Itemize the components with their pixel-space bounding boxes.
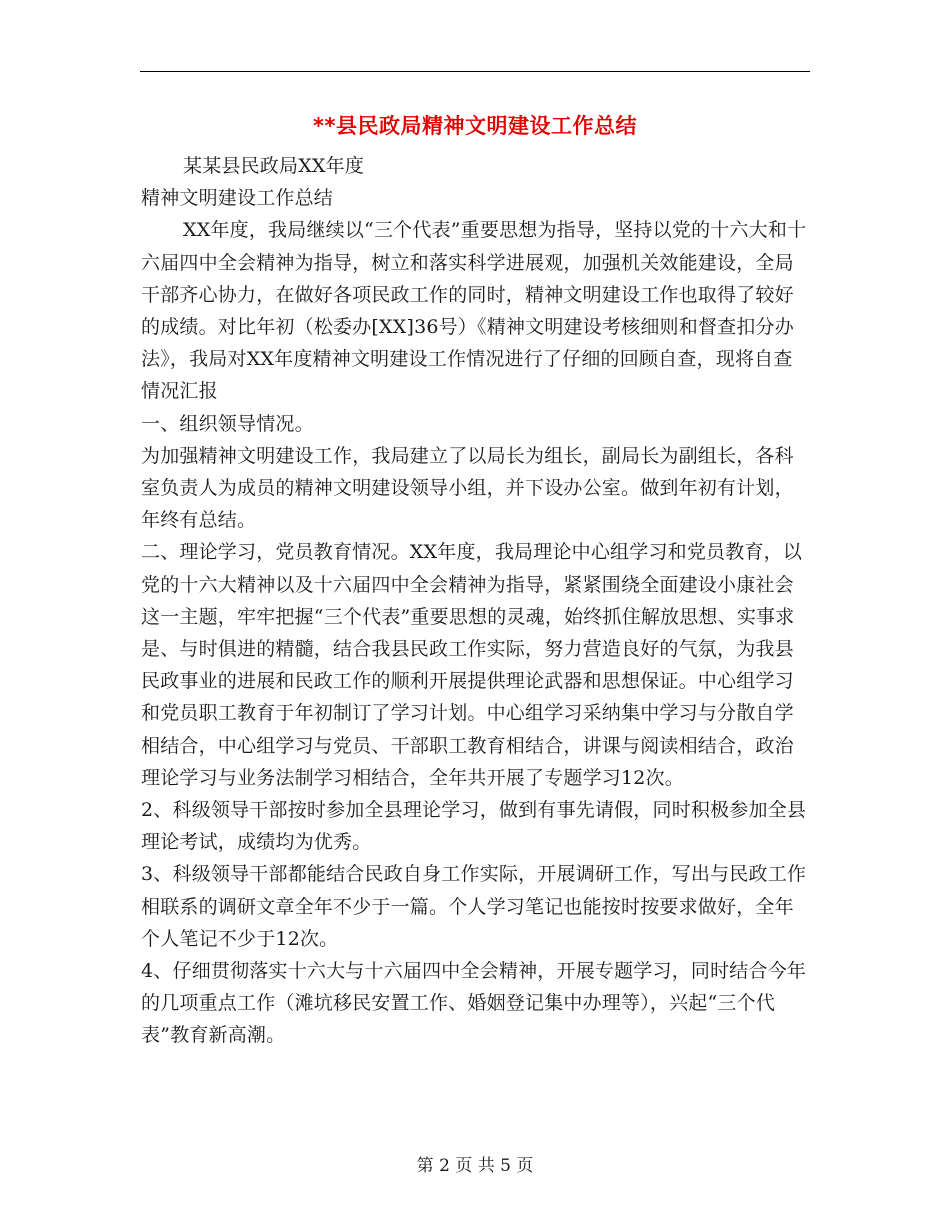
org-heading-line: 某某县民政局XX年度 [183, 155, 365, 177]
document-title: **县民政局精神文明建设工作总结 [313, 114, 637, 138]
organization-paragraph: 为加强精神文明建设工作，我局建立了以局长为组长，副局长为副组长，各科室负责人为成员的精神文明建设领导小组，并下设办公室。做到年初有计划，年终有总结。 [141, 444, 794, 532]
theory-study-paragraph: 二、理论学习，党员教育情况。XX年度，我局理论中心组学习和党员教育，以党的十六大精神以及十六届四中全会精神为指导，紧紧围绕全面建设小康社会这一主题，牢牢把握“三个代表”重要思想的灵魂，始终抓住解放思想、实事求是、与时俱进的精髓，结合我县民政工作实际，努力营造良好的气氛，为我县民政事业的进展和民政工作的顺利开展提供理论武器和思想保证。中心组学习和党员职工教育于年初制订了学习计划。中心组学习采纳集中学习与分散自学相结合，中心组学习与党员、干部职工教育相结合，讲课与阅读相结合，政治理论学习与业务法制学习相结合，全年共开展了专题学习12次。 [141, 541, 803, 789]
header-rule [140, 71, 810, 72]
intro-paragraph: XX年度，我局继续以“三个代表”重要思想为指导，坚持以党的十六大和十六届四中全会精神为指导，树立和落实科学进展观，加强机关效能建设，全局干部齐心协力，在做好各项民政工作的同时，精神文明建设工作也取得了较好的成绩。对比年初（松委办[XX]36号）《精神文明建设考核细则和督查扣分办法》，我局对XX年度精神文明建设工作情况进行了仔细的回顾自查，现将自查情况汇报 [141, 219, 807, 403]
item-3-paragraph: 3、科级领导干部都能结合民政自身工作实际，开展调研工作，写出与民政工作相联系的调研文章全年不少于一篇。个人学习笔记也能按时按要求做好，全年个人笔记不少于12次。 [141, 863, 807, 950]
section-heading-organization: 一、组织领导情况。 [141, 412, 314, 435]
page-number: 第 2 页 共 5 页 [416, 1156, 534, 1176]
item-2-paragraph: 2、科级领导干部按时参加全县理论学习，做到有事先请假，同时积极参加全县理论考试，成绩均为优秀。 [141, 799, 807, 854]
document-body [141, 150, 811, 1052]
item-4-paragraph: 4、仔细贯彻落实十六大与十六届四中全会精神，开展专题学习，同时结合今年的几项重点工作（滩坑移民安置工作、婚姻登记集中办理等），兴起“三个代表”教育新高潮。 [141, 960, 807, 1047]
subtitle-line: 精神文明建设工作总结 [141, 187, 334, 210]
